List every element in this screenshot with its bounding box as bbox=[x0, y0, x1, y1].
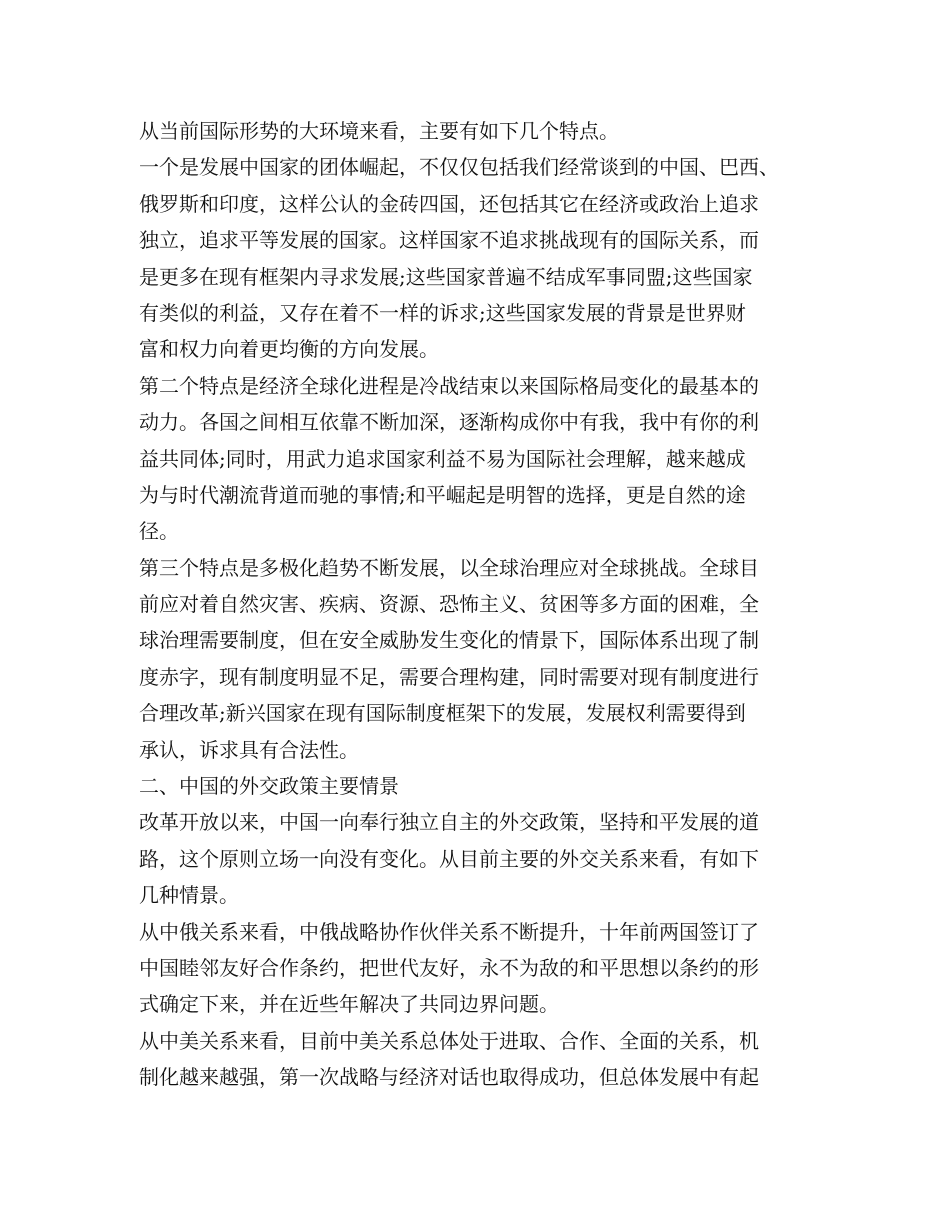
text-line: 是更多在现有框架内寻求发展;这些国家普遍不结成军事同盟;这些国家 bbox=[139, 264, 753, 289]
text-line: 一个是发展中国家的团体崛起，不仅仅包括我们经常谈到的中国、巴西、 bbox=[139, 155, 779, 180]
text-line: 承认，诉求具有合法性。 bbox=[139, 737, 359, 762]
text-line: 径。 bbox=[139, 519, 179, 544]
text-line: 从中俄关系来看，中俄战略协作伙伴关系不断提升，十年前两国签订了 bbox=[139, 919, 759, 944]
text-line: 合理改革;新兴国家在现有国际制度框架下的发展，发展权利需要得到 bbox=[139, 701, 746, 726]
section-heading: 二、中国的外交政策主要情景 bbox=[139, 774, 399, 799]
text-line: 制化越来越强，第一次战略与经济对话也取得成功，但总体发展中有起 bbox=[139, 1065, 759, 1090]
text-line: 有类似的利益，又存在着不一样的诉求;这些国家发展的背景是世界财 bbox=[139, 300, 746, 325]
text-line: 第二个特点是经济全球化进程是冷战结束以来国际格局变化的最基本的 bbox=[139, 373, 759, 398]
text-line: 路，这个原则立场一向没有变化。从目前主要的外交关系来看，有如下 bbox=[139, 846, 759, 871]
text-line: 改革开放以来，中国一向奉行独立自主的外交政策，坚持和平发展的道 bbox=[139, 810, 759, 835]
text-line: 俄罗斯和印度，这样公认的金砖四国，还包括其它在经济或政治上追求 bbox=[139, 191, 759, 216]
text-line: 度赤字，现有制度明显不足，需要合理构建，同时需要对现有制度进行 bbox=[139, 664, 759, 689]
text-line: 动力。各国之间相互依靠不断加深，逐渐构成你中有我，我中有你的利 bbox=[139, 410, 759, 435]
text-line: 益共同体;同时，用武力追求国家利益不易为国际社会理解，越来越成 bbox=[139, 446, 746, 471]
text-line: 式确定下来，并在近些年解决了共同边界问题。 bbox=[139, 992, 559, 1017]
text-line: 从中美关系来看，目前中美关系总体处于进取、合作、全面的关系，机 bbox=[139, 1028, 759, 1053]
document-body bbox=[139, 113, 839, 1096]
text-line: 第三个特点是多极化趋势不断发展，以全球治理应对全球挑战。全球目 bbox=[139, 555, 759, 580]
text-line: 从当前国际形势的大环境来看，主要有如下几个特点。 bbox=[139, 119, 619, 143]
text-line: 富和权力向着更均衡的方向发展。 bbox=[139, 337, 439, 362]
text-line: 球治理需要制度，但在安全威胁发生变化的情景下，国际体系出现了制 bbox=[139, 628, 759, 653]
text-line: 为与时代潮流背道而驰的事情;和平崛起是明智的选择，更是自然的途 bbox=[139, 482, 746, 507]
text-line: 中国睦邻友好合作条约，把世代友好，永不为敌的和平思想以条约的形 bbox=[139, 955, 759, 980]
text-line: 前应对着自然灾害、疾病、资源、恐怖主义、贫困等多方面的困难，全 bbox=[139, 592, 759, 617]
text-line: 独立，追求平等发展的国家。这样国家不追求挑战现有的国际关系，而 bbox=[139, 228, 759, 253]
text-line: 几种情景。 bbox=[139, 883, 239, 908]
